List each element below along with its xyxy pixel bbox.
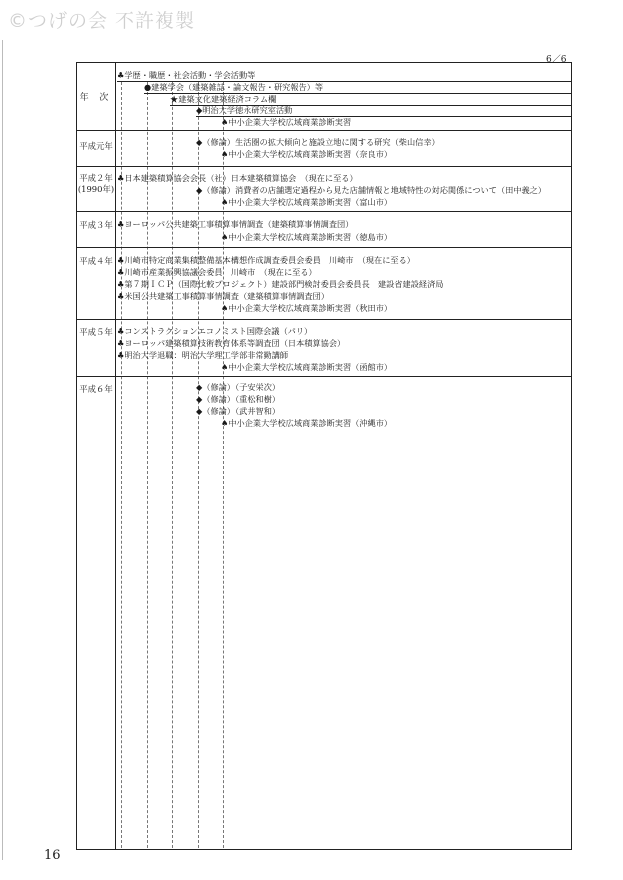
entry: ♠中小企業大学校広域商業診断実習（沖縄市） <box>221 418 393 428</box>
year-sublabel: (1990年) <box>77 184 115 194</box>
entry: ♣川崎市特定商業集積整備基本構想作成調査委員会委員 川崎市 （現在に至る） <box>117 255 415 265</box>
entry: ◆（修論）消費者の店舗選定過程から見た店舗情報と地域特性の対応関係について（田中義之） <box>196 185 547 195</box>
row-divider <box>76 166 572 167</box>
entry: ♠中小企業大学校広域商業診断実習（函館市） <box>221 362 393 372</box>
watermark: ©つげの会 不許複製 <box>8 10 196 32</box>
page-number: 16 <box>44 848 61 863</box>
entry: ◆（修論）（武井智和） <box>196 406 281 416</box>
entry: ♠中小企業大学校広域商業診断実習（秋田市） <box>221 303 393 313</box>
entry: ♣第７期ＩＣＰ（国際比較プロジェクト）建設部門検討委員会委員長 建設省建設経済局 <box>117 279 444 289</box>
row-divider <box>76 211 572 212</box>
row-divider <box>76 376 572 377</box>
year-label: 平成元年 <box>79 141 113 151</box>
row-divider <box>76 319 572 320</box>
entry: ♣ヨーロッパ建築積算技術教育体系等調査団（日本積算協会） <box>117 338 346 348</box>
year-label: 平成６年 <box>79 384 113 394</box>
binding-edge <box>2 40 3 860</box>
entry: ◆（修論）生活圏の拡大傾向と施設立地に関する研究（柴山信幸） <box>196 137 440 147</box>
category-label: ♣学歴・職歴・社会活動・学会活動等 <box>117 70 256 80</box>
entry: ♣コンストラクションエコノミスト国際会議（パリ） <box>117 326 313 336</box>
row-divider <box>76 130 572 131</box>
category-label: ◆明治大学徳永研究室活動 <box>196 105 293 115</box>
category-label: ●建築学会（建築雑誌・論文報告・研究報告）等 <box>144 82 324 92</box>
guide-line <box>121 82 122 848</box>
guide-line <box>147 82 148 848</box>
guide-line <box>172 82 173 848</box>
entry: ◆（修論）（子安栄次） <box>196 382 281 392</box>
category-label: ♠中小企業大学校広域商業診断実習 <box>221 117 352 127</box>
entry: ♣ヨーロッパ公共建築工事積算事情調査（建築積算事情調査団） <box>117 219 354 229</box>
year-header: 年 次 <box>79 93 113 103</box>
entry: ♣日本建築積算協会会長（社）日本建築積算協会 （現在に至る） <box>117 173 358 183</box>
year-label: 平成５年 <box>79 327 113 337</box>
year-label: 平成４年 <box>79 256 113 266</box>
year-label: 平成３年 <box>79 220 113 230</box>
entry: ♣米国公共建築工事積算事情調査（建築積算事情調査団） <box>117 291 330 301</box>
entry: ◆（修論）（重松和樹） <box>196 394 281 404</box>
guide-line <box>198 82 199 848</box>
entry: ♠中小企業大学校広域商業診断実習（富山市） <box>221 197 393 207</box>
entry: ♣川崎市産業振興協議会委員 川崎市 （現在に至る） <box>117 267 317 277</box>
entry: ♣明治大学退職：明治大学理工学部非常勤講師 <box>117 350 289 360</box>
entry: ♠中小企業大学校広域商業診断実習（徳島市） <box>221 232 393 242</box>
year-label: 平成２年 <box>79 173 113 183</box>
entry: ♠中小企業大学校広域商業診断実習（奈良市） <box>221 149 393 159</box>
category-label: ★建築文化建築経済コラム欄 <box>170 94 277 104</box>
page-indicator: 6／6 <box>546 55 567 65</box>
row-divider <box>76 247 572 248</box>
